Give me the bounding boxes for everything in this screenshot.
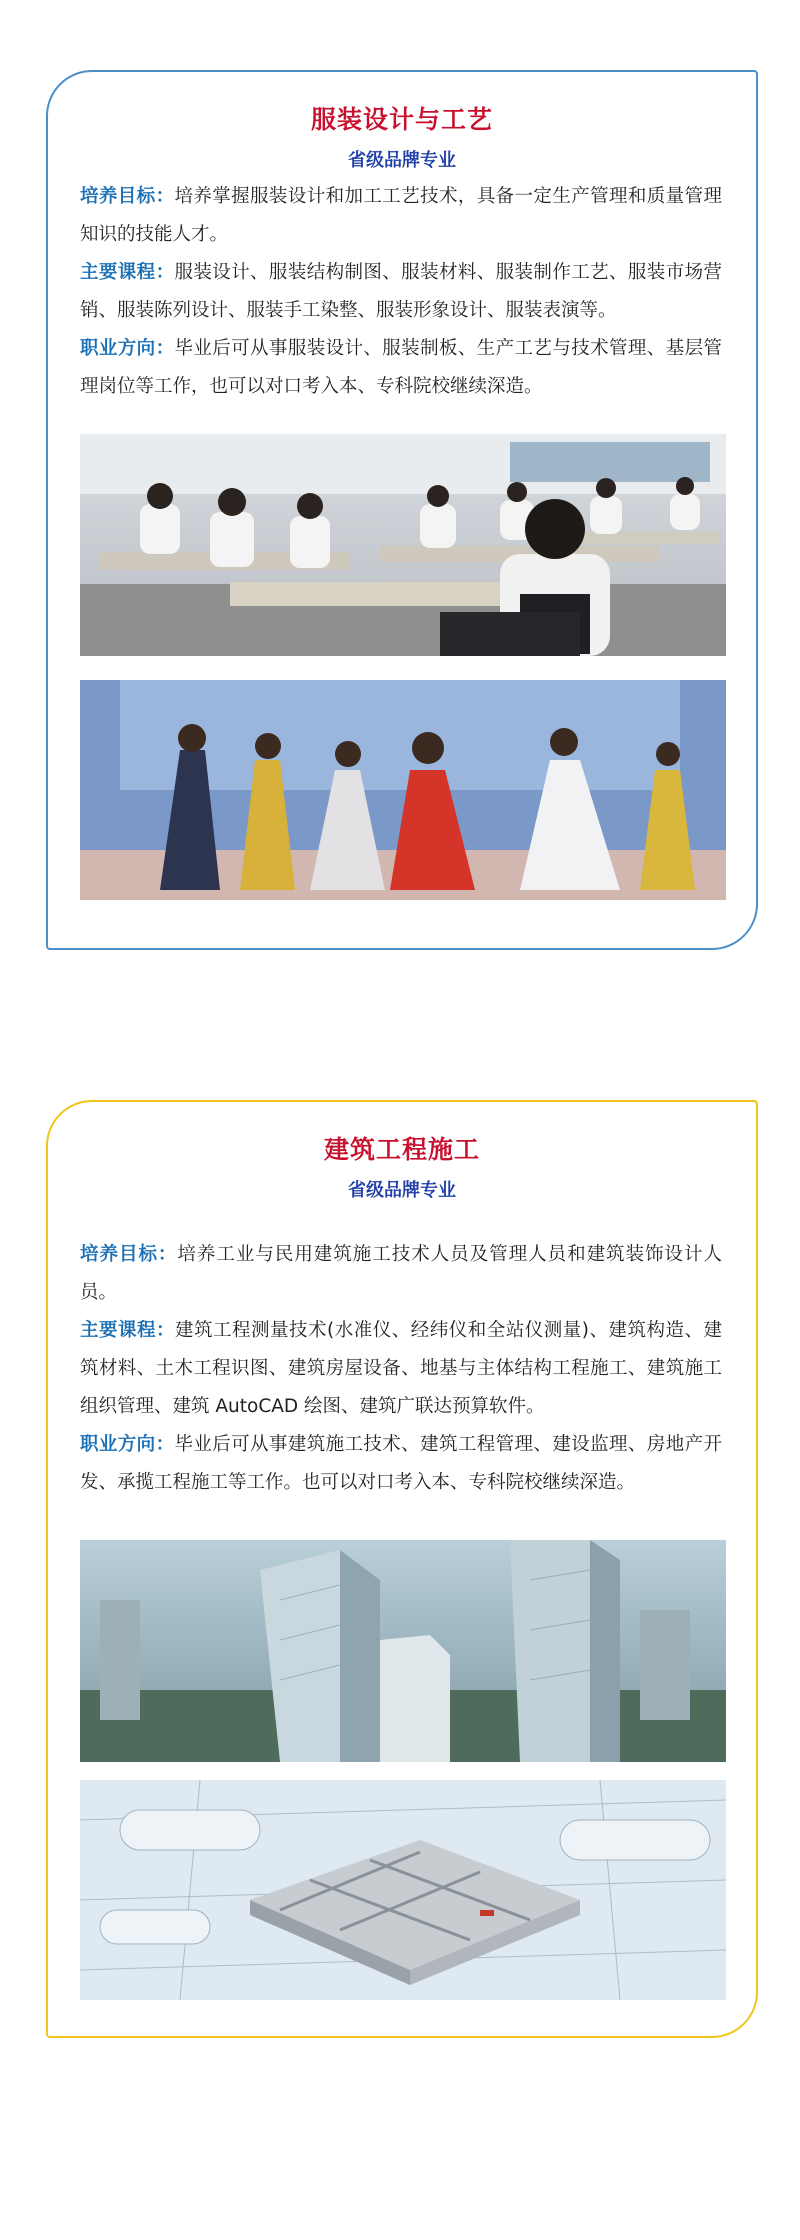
career-text: 毕业后可从事服装设计、服装制板、生产工艺与技术管理、基层管理岗位等工作，也可以对口考入本、专科院校继续深造。 [80, 338, 722, 397]
goal-text: 培养工业与民用建筑施工技术人员及管理人员和建筑装饰设计人员。 [80, 1244, 722, 1303]
skyscraper-photo [80, 1540, 726, 1762]
program-subtitle: 省级品牌专业 [348, 1180, 456, 1201]
goal-label: 培养目标： [80, 186, 175, 207]
blueprint-model-photo [80, 1780, 726, 2000]
program-card-fashion [46, 70, 758, 950]
program-description [80, 1236, 722, 1502]
fashion-show-photo [80, 680, 726, 900]
program-card-construction [46, 1100, 758, 2038]
career-paragraph [80, 1426, 722, 1502]
courses-paragraph [80, 1312, 722, 1426]
career-label: 职业方向： [80, 1434, 175, 1455]
courses-text: 服装设计、服装结构制图、服装材料、服装制作工艺、服装市场营销、服装陈列设计、服装手工染整、服装形象设计、服装表演等。 [80, 262, 722, 321]
career-text: 毕业后可从事建筑施工技术、建筑工程管理、建设监理、房地产开发、承揽工程施工等工作。也可以对口考入本、专科院校继续深造。 [80, 1434, 722, 1493]
goal-label: 培养目标： [80, 1244, 178, 1265]
goal-paragraph [80, 1236, 722, 1312]
courses-label: 主要课程： [80, 262, 175, 283]
career-paragraph [80, 330, 722, 406]
courses-label: 主要课程： [80, 1320, 176, 1341]
program-subtitle: 省级品牌专业 [348, 150, 456, 171]
goal-text: 培养掌握服装设计和加工工艺技术，具备一定生产管理和质量管理知识的技能人才。 [80, 186, 722, 245]
sewing-classroom-photo [80, 434, 726, 656]
career-label: 职业方向： [80, 338, 175, 359]
courses-text: 建筑工程测量技术(水准仪、经纬仪和全站仪测量)、建筑构造、建筑材料、土木工程识图、建筑房屋设备、地基与主体结构工程施工、建筑施工组织管理、建筑 AutoCAD 绘图、建筑广联达预算软件。 [80, 1320, 722, 1417]
program-title: 建筑工程施工 [323, 1135, 480, 1164]
program-description [80, 178, 722, 406]
program-title: 服装设计与工艺 [310, 105, 493, 134]
courses-paragraph [80, 254, 722, 330]
goal-paragraph [80, 178, 722, 254]
